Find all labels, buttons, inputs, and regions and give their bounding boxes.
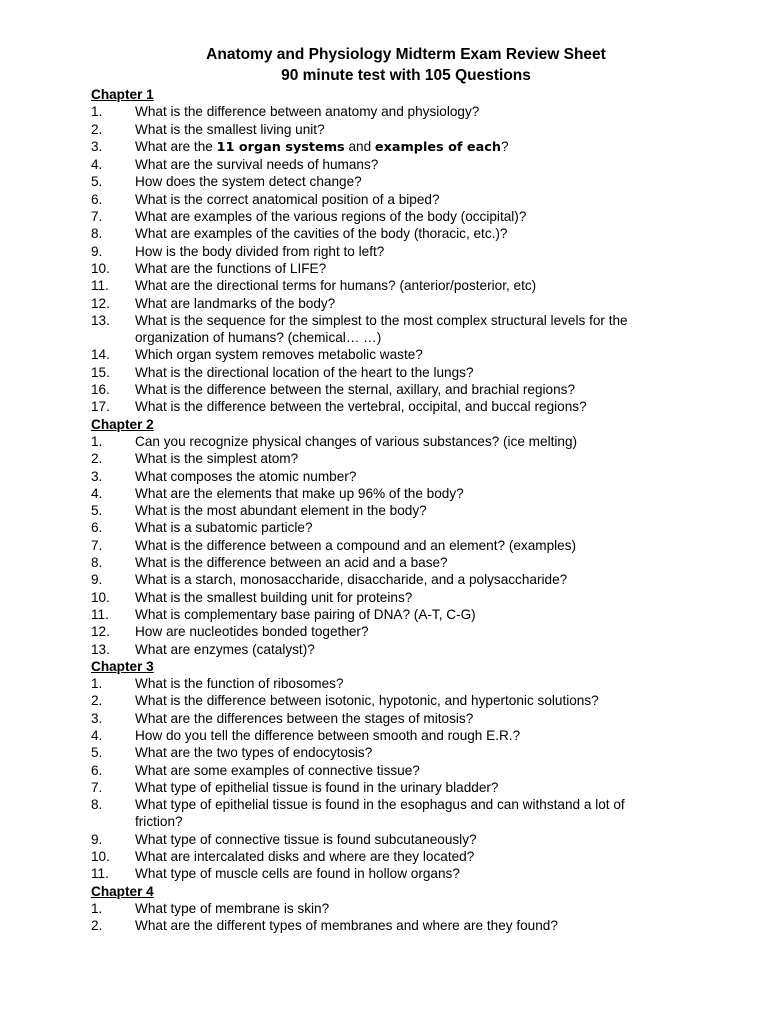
question-number: 10. <box>91 589 110 605</box>
question-item <box>91 103 691 120</box>
question-text: How are nucleotides bonded together? <box>135 624 369 640</box>
question-text: What is a subatomic particle? <box>135 520 313 536</box>
question-item <box>91 225 691 242</box>
question-item <box>91 831 691 848</box>
question-number: 2. <box>91 451 103 467</box>
question-text: What is complementary base pairing of DNA? (A-T, C-G) <box>135 606 476 622</box>
question-text: What are examples of the cavities of the body (thoracic, etc.)? <box>135 226 508 242</box>
question-text: What are the different types of membranes and where are they found? <box>135 918 558 934</box>
question-text: What are some examples of connective tissue? <box>135 762 420 778</box>
question-text: What is the difference between the vertebral, occipital, and buccal regions? <box>135 399 587 415</box>
question-number: 15. <box>91 364 110 380</box>
question-number: 3. <box>91 468 103 484</box>
document-subtitle: 90 minute test with 105 Questions <box>281 67 531 84</box>
question-item <box>91 277 691 294</box>
question-number: 7. <box>91 209 103 225</box>
question-number: 8. <box>91 797 103 813</box>
question-text: What are the two types of endocytosis? <box>135 745 373 761</box>
question-text: What is the difference between isotonic, hypotonic, and hypertonic solutions? <box>135 693 599 709</box>
question-item <box>91 208 691 225</box>
question-item <box>91 727 691 744</box>
question-number: 14. <box>91 347 110 363</box>
question-item <box>91 121 691 138</box>
question-text: What is the directional location of the heart to the lungs? <box>135 364 474 380</box>
question-number: 1. <box>91 104 103 120</box>
question-item <box>91 433 691 450</box>
document-title: Anatomy and Physiology Midterm Exam Review Sheet <box>206 46 606 63</box>
question-text-end: ? <box>500 138 509 154</box>
question-number: 11. <box>91 606 109 622</box>
question-item <box>91 295 691 312</box>
question-item <box>91 138 691 156</box>
question-item <box>91 762 691 779</box>
question-text: How is the body divided from right to left? <box>135 243 385 259</box>
question-text: What is the correct anatomical position of a biped? <box>135 191 440 207</box>
question-number: 6. <box>91 520 103 536</box>
chapter-1-heading: Chapter 1 <box>91 87 154 102</box>
question-text: What is the difference between a compound and an element? (examples) <box>135 537 577 553</box>
question-item <box>91 156 691 173</box>
question-item <box>91 589 691 606</box>
question-text: What are the functions of LIFE? <box>135 260 327 276</box>
question-item <box>91 312 691 347</box>
question-number: 9. <box>91 572 103 588</box>
question-text: What is the difference between the sternal, axillary, and brachial regions? <box>135 382 576 398</box>
question-text <box>135 139 509 154</box>
question-number: 6. <box>91 762 103 778</box>
question-text-line-2: friction? <box>135 814 183 830</box>
question-number: 8. <box>91 555 103 571</box>
question-item <box>91 364 691 381</box>
question-number: 5. <box>91 745 103 761</box>
question-text-middle: and <box>344 138 375 154</box>
question-text: What are the directional terms for humans? (anterior/posterior, etc) <box>135 278 537 294</box>
question-text-line-1: What is the sequence for the simplest to the most complex structural levels for the <box>135 312 628 328</box>
question-text: What are intercalated disks and where are they located? <box>135 849 475 865</box>
question-item <box>91 623 691 640</box>
question-item <box>91 346 691 363</box>
question-text: How do you tell the difference between smooth and rough E.R.? <box>135 727 521 743</box>
question-number: 4. <box>91 157 103 173</box>
question-number: 2. <box>91 918 103 934</box>
chapter-2-heading: Chapter 2 <box>91 416 154 432</box>
question-item <box>91 744 691 761</box>
emphasis-examples: examples of each <box>374 139 501 155</box>
question-number: 6. <box>91 191 103 207</box>
question-item <box>91 191 691 208</box>
question-text: What is the smallest living unit? <box>135 121 325 137</box>
question-number: 1. <box>91 900 103 916</box>
question-number: 3. <box>91 710 103 726</box>
question-item <box>91 398 691 415</box>
question-item <box>91 571 691 588</box>
question-item <box>91 260 691 277</box>
question-item <box>91 502 691 519</box>
question-item <box>91 173 691 190</box>
question-text: What is the function of ribosomes? <box>135 676 344 692</box>
question-number: 16. <box>91 382 110 398</box>
question-item <box>91 485 691 502</box>
question-text: What is the smallest building unit for proteins? <box>135 589 413 605</box>
question-text: What is a starch, monosaccharide, disaccharide, and a polysaccharide? <box>135 572 568 588</box>
question-text: What are examples of the various regions of the body (occipital)? <box>135 209 527 225</box>
question-number: 5. <box>91 503 103 519</box>
question-number: 1. <box>91 433 103 449</box>
question-text: What type of muscle cells are found in hollow organs? <box>135 866 460 882</box>
question-text: What type of membrane is skin? <box>135 900 330 916</box>
question-item <box>91 900 691 917</box>
question-list <box>91 86 691 935</box>
question-item <box>91 243 691 260</box>
question-item <box>91 519 691 536</box>
question-item <box>91 865 691 882</box>
question-number: 9. <box>91 243 103 259</box>
question-number: 13. <box>91 312 110 328</box>
question-item <box>91 537 691 554</box>
question-text: What is the difference between anatomy and physiology? <box>135 104 480 120</box>
question-item <box>91 554 691 571</box>
question-number: 2. <box>91 121 103 137</box>
question-number: 10. <box>91 260 110 276</box>
question-number: 11. <box>91 866 109 882</box>
question-item <box>91 779 691 796</box>
question-text <box>135 797 625 829</box>
question-item <box>91 641 691 658</box>
question-item <box>91 381 691 398</box>
question-number: 2. <box>91 693 103 709</box>
question-text: What is the most abundant element in the body? <box>135 503 427 519</box>
question-number: 7. <box>91 779 103 795</box>
question-number: 4. <box>91 727 103 743</box>
question-item <box>91 692 691 709</box>
question-text-line-1: What type of epithelial tissue is found in the esophagus and can withstand a lot of <box>135 797 625 813</box>
question-item <box>91 917 691 934</box>
question-text: What are the survival needs of humans? <box>135 157 379 173</box>
question-text: How does the system detect change? <box>135 174 362 190</box>
question-text-line-2: organization of humans? (chemical… …) <box>135 330 382 346</box>
question-item <box>91 468 691 485</box>
question-number: 12. <box>91 295 110 311</box>
question-item <box>91 710 691 727</box>
question-text: What are enzymes (catalyst)? <box>135 641 315 657</box>
question-text: Which organ system removes metabolic waste? <box>135 347 423 363</box>
question-item <box>91 675 691 692</box>
question-number: 10. <box>91 849 110 865</box>
question-item <box>91 450 691 467</box>
question-text: What are the elements that make up 96% of the body? <box>135 485 464 501</box>
question-item <box>91 606 691 623</box>
question-number: 12. <box>91 624 110 640</box>
question-number: 4. <box>91 485 103 501</box>
question-number: 9. <box>91 831 103 847</box>
question-number: 1. <box>91 676 103 692</box>
question-number: 5. <box>91 174 103 190</box>
question-text: What is the difference between an acid and a base? <box>135 555 448 571</box>
question-number: 7. <box>91 537 103 553</box>
question-number: 3. <box>91 138 103 154</box>
question-text: What is the simplest atom? <box>135 451 299 467</box>
question-item <box>91 848 691 865</box>
question-number: 17. <box>91 399 110 415</box>
question-text-start: What are the <box>135 138 217 154</box>
emphasis-organ-systems: 11 organ systems <box>216 139 345 155</box>
chapter-3-heading: Chapter 3 <box>91 658 154 674</box>
question-number: 13. <box>91 641 110 657</box>
question-number: 8. <box>91 226 103 242</box>
question-text: What composes the atomic number? <box>135 468 357 484</box>
question-text: What are the differences between the stages of mitosis? <box>135 710 474 726</box>
question-text: What type of connective tissue is found subcutaneously? <box>135 831 477 847</box>
question-text: Can you recognize physical changes of various substances? (ice melting) <box>135 433 578 449</box>
question-text: What are landmarks of the body? <box>135 295 336 311</box>
question-item <box>91 796 691 831</box>
question-number: 11. <box>91 278 109 294</box>
chapter-4-heading: Chapter 4 <box>91 883 154 899</box>
question-text <box>135 313 628 345</box>
question-text: What type of epithelial tissue is found in the urinary bladder? <box>135 779 499 795</box>
